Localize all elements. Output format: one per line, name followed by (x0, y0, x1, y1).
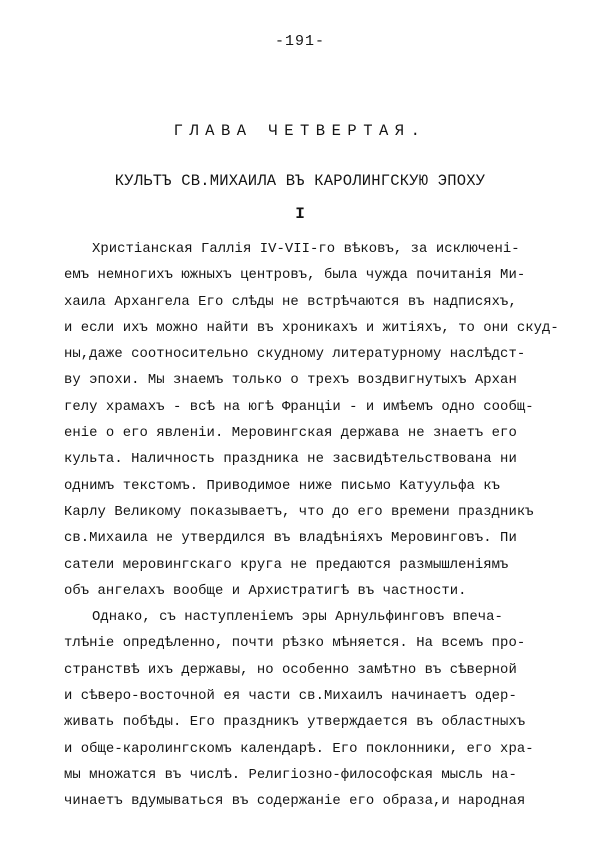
text-line: Однако, съ наступленіемъ эры Арнульфинговъ впеча- (92, 609, 503, 626)
text-line: чинаетъ вдумываться въ содержаніе его образа,и народная (64, 793, 526, 810)
text-line: странствѣ ихъ державы, но особенно замѣтно въ сѣверной (64, 661, 517, 678)
text-line: Карлу Великому показываетъ, что до его времени праздникъ (64, 503, 534, 520)
page-number: -191- (274, 33, 325, 50)
text-line: живать побѣды. Его праздникъ утверждается въ областныхъ (64, 714, 526, 731)
section-title: КУЛЬТЪ СВ.МИХАИЛА ВЪ КАРОЛИНГСКУЮ ЭПОХУ (114, 172, 486, 190)
text-line: емъ немногихъ южныхъ центровъ, была чужда почитанія Ми- (64, 267, 526, 284)
text-line: ву эпохи. Мы знаемъ только о трехъ воздвигнутыхъ Архан (64, 372, 517, 389)
chapter-title: ГЛАВА ЧЕТВЕРТАЯ. (173, 122, 427, 140)
text-line: культа. Наличность праздника не засвидѣтельствована ни (64, 451, 517, 468)
body-text (64, 236, 584, 815)
section-numeral: I (295, 205, 305, 223)
text-line: гелу храмахъ - всѣ на югѣ Франціи - и имѣемъ одно сообщ- (64, 398, 534, 415)
text-line: и если ихъ можно найти въ хроникахъ и житіяхъ, то они скуд- (64, 319, 559, 336)
text-line: св.Михаила не утвердился въ владѣніяхъ Меровинговъ. Пи (64, 530, 517, 547)
text-line: сатели меровингскаго круга не предаются размышленіямъ (64, 556, 509, 573)
text-line: мы множатся въ числѣ. Религіозно-философская мысль на- (64, 766, 517, 783)
text-line: ны,даже соотносительно скудному литературному наслѣдст- (64, 346, 526, 363)
text-line: еніе о его явленіи. Меровингская держава не знаетъ его (64, 425, 517, 442)
text-line: Христіанская Галлія IV-VII-го вѣковъ, за исключені- (92, 241, 520, 257)
text-line: объ ангелахъ вообще и Архистратигѣ въ частности. (64, 582, 467, 599)
text-line: и сѣверо-восточной ея части св.Михаилъ начинаетъ одер- (64, 688, 517, 705)
text-line: тлѣніе опредѣленно, почти рѣзко мѣняется. На всемъ про- (64, 635, 526, 652)
text-line: хаила Архангела Его слѣды не встрѣчаются въ надписяхъ, (64, 293, 517, 310)
text-line: однимъ текстомъ. Приводимое ниже письмо Катуульфа къ (64, 477, 501, 494)
text-line: и обще-каролингскомъ календарѣ. Его поклонники, его хра- (64, 740, 534, 757)
